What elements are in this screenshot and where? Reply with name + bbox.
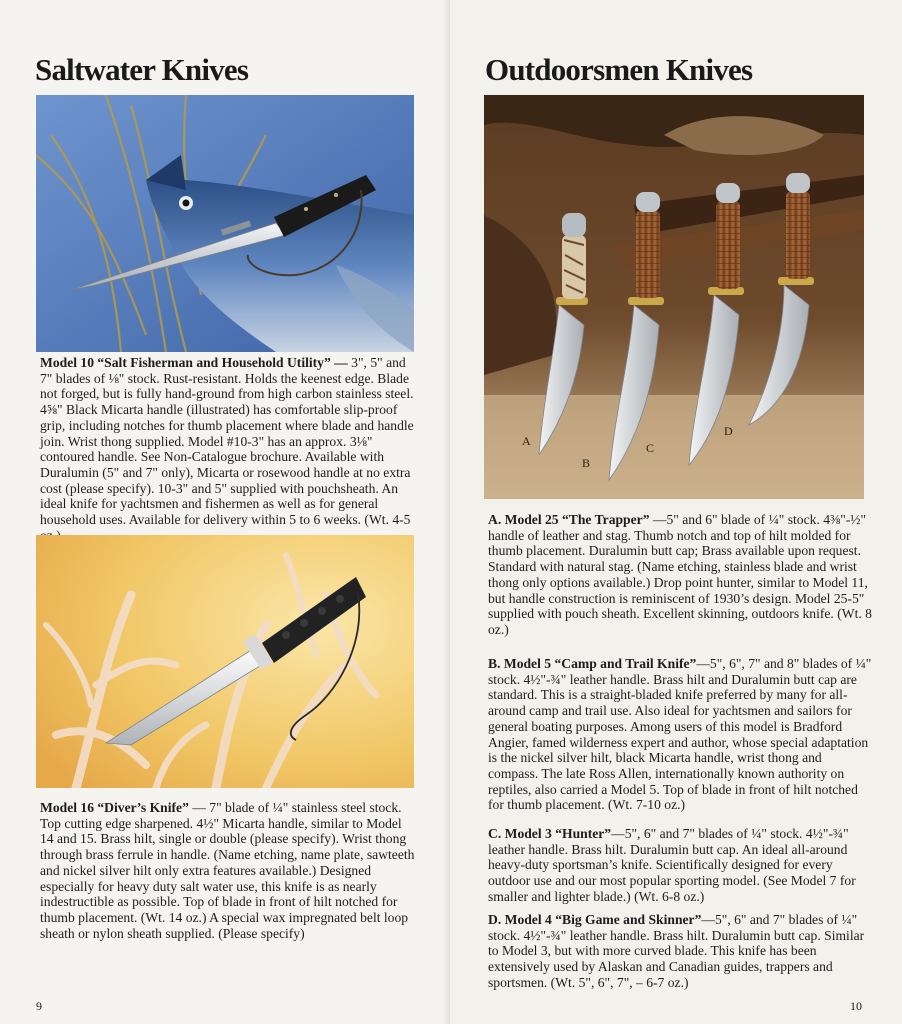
model-5-text: —5", 6", 7" and 8" blades of ¼" stock. 4½"-¾" leather handle. Brass hilt and Duralumin butt cap are standard. This is a straight-bladed knife preferred by many for all-around camp and trail use. Also ideal for yachtsmen and sailors for general boating purposes. Among users of this model is Bradford Angier, famed wilderness expert and author, whose special adaptation is the nickel silver hilt, black Micarta handle, wrist thong and compass. The late Ross Allen, internationally known authority on reptiles, also carried a Model 5. Top of blade in front of hilt notched for thumb placement. (Wt. 7-10 oz.) — [488, 656, 872, 813]
model-10-heading: Model 10 “Salt Fisherman and Household Utility” — — [40, 355, 348, 370]
photo-label-b: B — [582, 456, 591, 470]
divers-knife-illustration — [36, 535, 414, 788]
right-page — [450, 0, 902, 1024]
model-5-heading: B. Model 5 “Camp and Trail Knife” — [488, 656, 697, 671]
photo-label-a: A — [522, 434, 531, 448]
model-3-text: —5", 6" and 7" blades of ¼" stock. 4½"-¾" leather handle. Brass hilt. Duralumin butt cap. An ideal all-around heavy-duty sportsman’s knife. Scientifically designed for every outdoor use and our most popular sporting model. (See Model 7 for smaller and lighter blade.) (Wt. 6-8 oz.) — [488, 826, 856, 904]
model-4-text: —5", 6" and 7" blades of ¼" stock. 4½"-¾" leather handle. Brass hilt. Duralumin butt cap. Similar to Model 3, but with more curved blade. This knife has been extensively used by Alaskan and Canadian guides, trappers and sportsmen. (Wt. 5", 6", 7", – 6-7 oz.) — [488, 912, 865, 990]
outdoorsmen-knives-illustration — [484, 95, 864, 499]
caption-model-25 — [488, 512, 872, 638]
photo-salt-fisherman-knife — [36, 95, 414, 352]
caption-model-10 — [40, 355, 420, 543]
model-25-heading: A. Model 25 “The Trapper” — [488, 512, 650, 527]
model-16-text: — 7" blade of ¼" stainless steel stock. Top cutting edge sharpened. 4½" Micarta handle, similar to Model 14 and 15. Brass hilt, single or double (please specify). Wrist thong through brass ferrule in handle. (Name etching, name plate, sawteeth and nickel silver hilt only extra features available.) Designed especially for heavy duty salt water use, this knife is as nearly indestructible as possible. Top of blade in front of hilt notched for thumb placement. (Wt. 14 oz.) A special wax impregnated belt loop sheath or nylon sheath supplied. (Please specify) — [40, 800, 415, 941]
model-3-heading: C. Model 3 “Hunter” — [488, 826, 612, 841]
photo-outdoorsmen-knives — [484, 95, 864, 499]
page-title-saltwater: Saltwater Knives — [35, 52, 249, 87]
page-title-outdoorsmen: Outdoorsmen Knives — [485, 52, 753, 87]
salt-fisherman-illustration — [36, 95, 414, 352]
caption-model-5 — [488, 656, 872, 813]
model-16-heading: Model 16 “Diver’s Knife” — [40, 800, 189, 815]
model-4-heading: D. Model 4 “Big Game and Skinner” — [488, 912, 702, 927]
left-page — [0, 0, 450, 1024]
caption-model-16 — [40, 800, 416, 941]
model-25-text: —5" and 6" blade of ¼" stock. 4⅜"-½" handle of leather and stag. Thumb notch and top of hilt molded for thumb placement. Duralumin butt cap; Brass available upon request. Standard with natural stag. (Name etching, stainless blade and wrist thong only options available.) Drop point hunter, similar to Model 11, but handle construction is reminiscent of 1930’s design. Model 25-5" supplied with pouch sheath. Excellent skinning, outdoors knife. (Wt. 8 oz.) — [488, 512, 872, 637]
model-10-text: 3", 5" and 7" blades of ⅛" stock. Rust-resistant. Holds the keenest edge. Blade not forged, but is fully hand-ground from high carbon stainless steel. 4⅝" Black Micarta handle (illustrated) has comfortable slip-proof grip, including notches for thumb placement where blade and handle join. Wrist thong supplied. Model #10-3" has an approx. 3⅛" contoured handle. See Non-Catalogue brochure. Available with Duralumin (5" and 7" only), Micarta or rosewood handle at no extra cost (please specify). 10-3" and 5" supplied with pouchsheath. An ideal knife for yachtsmen and fishermen as well as for general household uses. Available for delivery within 5 to 6 weeks. (Wt. 4-5 — [40, 355, 414, 528]
page-number-left: 9 — [36, 999, 42, 1013]
photo-divers-knife — [36, 535, 414, 788]
photo-label-c: C — [646, 441, 655, 455]
caption-model-4 — [488, 912, 872, 991]
photo-label-d: D — [724, 424, 733, 438]
page-number-right: 10 — [850, 999, 862, 1013]
caption-model-3 — [488, 826, 872, 905]
